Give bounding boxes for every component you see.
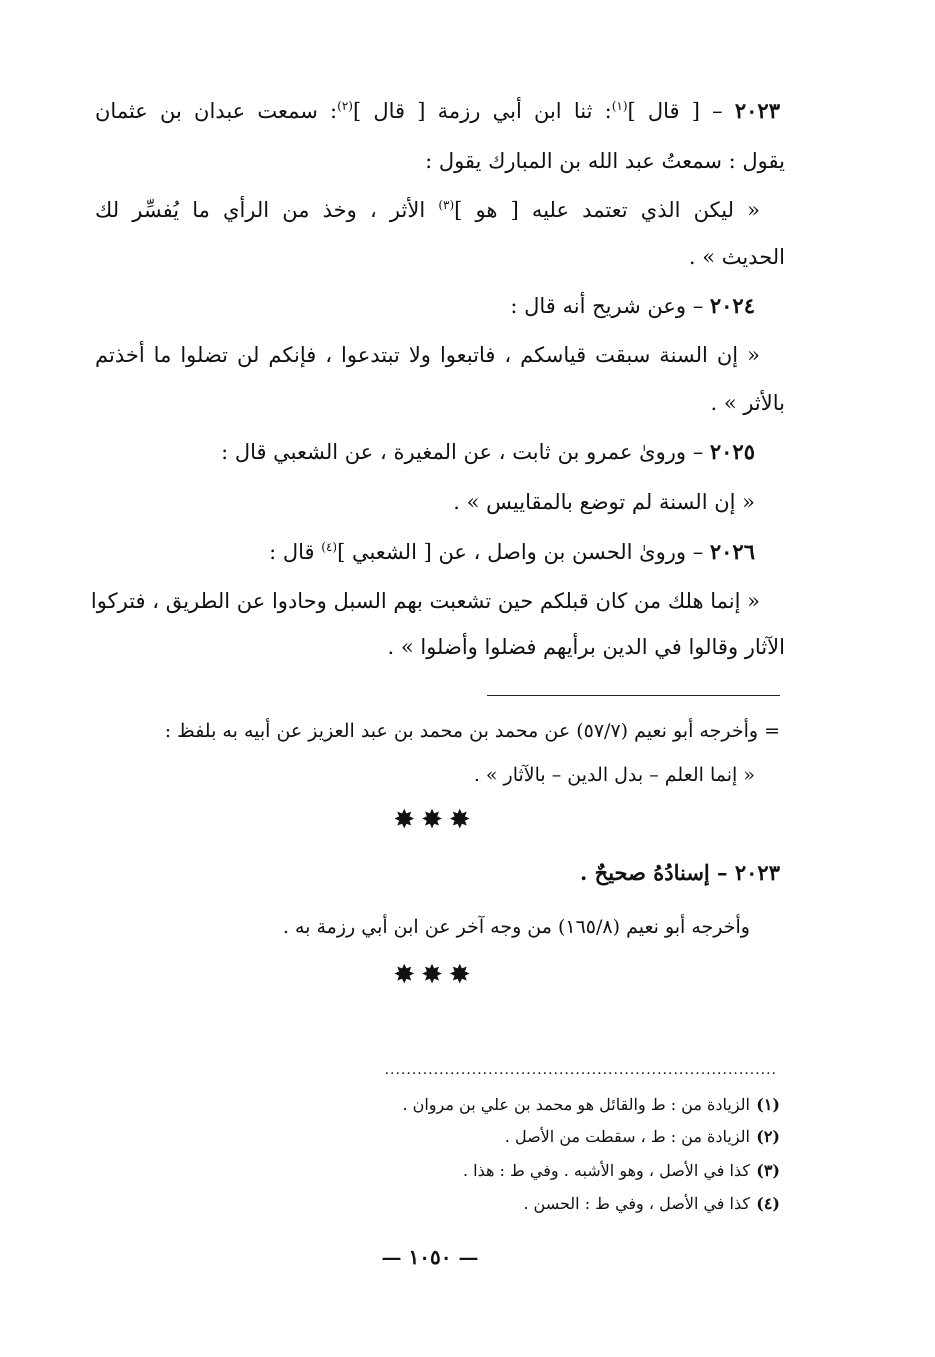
text: « ليكن الذي تعتمد عليه [ هو ] bbox=[454, 198, 760, 222]
hadith-number: ٢٠٢٣ bbox=[734, 98, 780, 123]
footnote-mark: (٢) bbox=[756, 1127, 780, 1146]
hadith-2026-quote: « إنما هلك من كان قبلكم حين تشعبت بهم السبل وحادوا عن الطريق ، فتركوا bbox=[90, 589, 760, 613]
footnote-2 bbox=[505, 1125, 780, 1149]
text: – [ قال ] bbox=[627, 99, 735, 123]
commentary-2023-heading bbox=[580, 858, 780, 888]
hadith-2023-quote-end: الحديث » . bbox=[688, 245, 785, 269]
footnote-separator: ........................................................................ bbox=[384, 1062, 777, 1078]
page-number: — ١٠٥٠ — bbox=[381, 1245, 479, 1269]
footnote-ref: (٢) bbox=[337, 99, 353, 113]
hadith-2025-heading bbox=[221, 437, 755, 467]
commentary-continuation-1: = وأخرجه أبو نعيم (٥٧/٧) عن محمد بن محمد بن عبد العزيز عن أبيه به بلفظ : bbox=[164, 720, 780, 742]
hadith-2026-heading bbox=[269, 537, 755, 567]
commentary-continuation-2: « إنما العلم – بدل الدين – بالآثار » . bbox=[473, 764, 755, 786]
hadith-2023-quote bbox=[95, 195, 760, 225]
text: – وروىٰ الحسن بن واصل ، عن [ الشعبي ] bbox=[337, 540, 710, 564]
hadith-number: ٢٠٢٤ bbox=[709, 293, 755, 318]
footnote-4 bbox=[523, 1192, 780, 1216]
hadith-number: ٢٠٢٣ bbox=[734, 860, 780, 885]
text: – إسنادُهُ صحيحٌ . bbox=[580, 860, 735, 885]
footnote-text: الزيادة من : ط والقائل هو محمد بن علي بن مروان . bbox=[402, 1095, 750, 1114]
hadith-2024-heading bbox=[510, 291, 755, 321]
footnote-ref: (١) bbox=[611, 99, 628, 113]
star-ornament: ✸✸✸ bbox=[393, 960, 477, 990]
hadith-2024-quote-end: بالأثر » . bbox=[710, 391, 785, 415]
footnote-1 bbox=[402, 1093, 780, 1117]
star-ornament: ✸✸✸ bbox=[393, 805, 477, 835]
footnote-text: كذا في الأصل ، وفي ط : الحسن . bbox=[523, 1194, 750, 1213]
text: الأثر ، وخذ من الرأي ما يُفسِّر لك bbox=[95, 198, 439, 222]
text: – وعن شريح أنه قال : bbox=[510, 294, 710, 318]
footnote-text: الزيادة من : ط ، سقطت من الأصل . bbox=[504, 1127, 750, 1146]
footnote-mark: (٤) bbox=[756, 1194, 780, 1213]
text: – وروىٰ عمرو بن ثابت ، عن المغيرة ، عن الشعبي قال : bbox=[221, 440, 710, 464]
text: : ثنا ابن أبي رزمة [ قال ] bbox=[352, 99, 612, 123]
footnote-ref: (٤) bbox=[321, 540, 338, 554]
section-divider bbox=[487, 695, 780, 696]
hadith-2026-quote-end: الآثار وقالوا في الدين برأيهم فضلوا وأضلوا » . bbox=[387, 635, 785, 659]
hadith-2024-quote: « إن السنة سبقت قياسكم ، فاتبعوا ولا تبتدعوا ، فإنكم لن تضلوا ما أخذتم bbox=[95, 343, 760, 367]
footnote-ref: (٣) bbox=[438, 198, 455, 212]
footnote-mark: (١) bbox=[756, 1095, 780, 1114]
hadith-2025-quote: « إن السنة لم توضع بالمقاييس » . bbox=[453, 490, 755, 514]
text: قال : bbox=[269, 540, 322, 564]
hadith-2023-line-1 bbox=[95, 96, 780, 126]
footnote-3 bbox=[463, 1159, 780, 1183]
footnote-text: كذا في الأصل ، وهو الأشبه . وفي ط : هذا . bbox=[463, 1161, 750, 1180]
hadith-number: ٢٠٢٥ bbox=[709, 439, 755, 464]
hadith-2023-line-2: يقول : سمعتُ عبد الله بن المبارك يقول : bbox=[425, 149, 785, 173]
text: : سمعت عبدان بن عثمان bbox=[95, 99, 338, 123]
commentary-2023-detail: وأخرجه أبو نعيم (١٦٥/٨) من وجه آخر عن ابن أبي رزمة به . bbox=[282, 916, 750, 938]
hadith-number: ٢٠٢٦ bbox=[709, 539, 755, 564]
footnote-mark: (٣) bbox=[756, 1161, 780, 1180]
